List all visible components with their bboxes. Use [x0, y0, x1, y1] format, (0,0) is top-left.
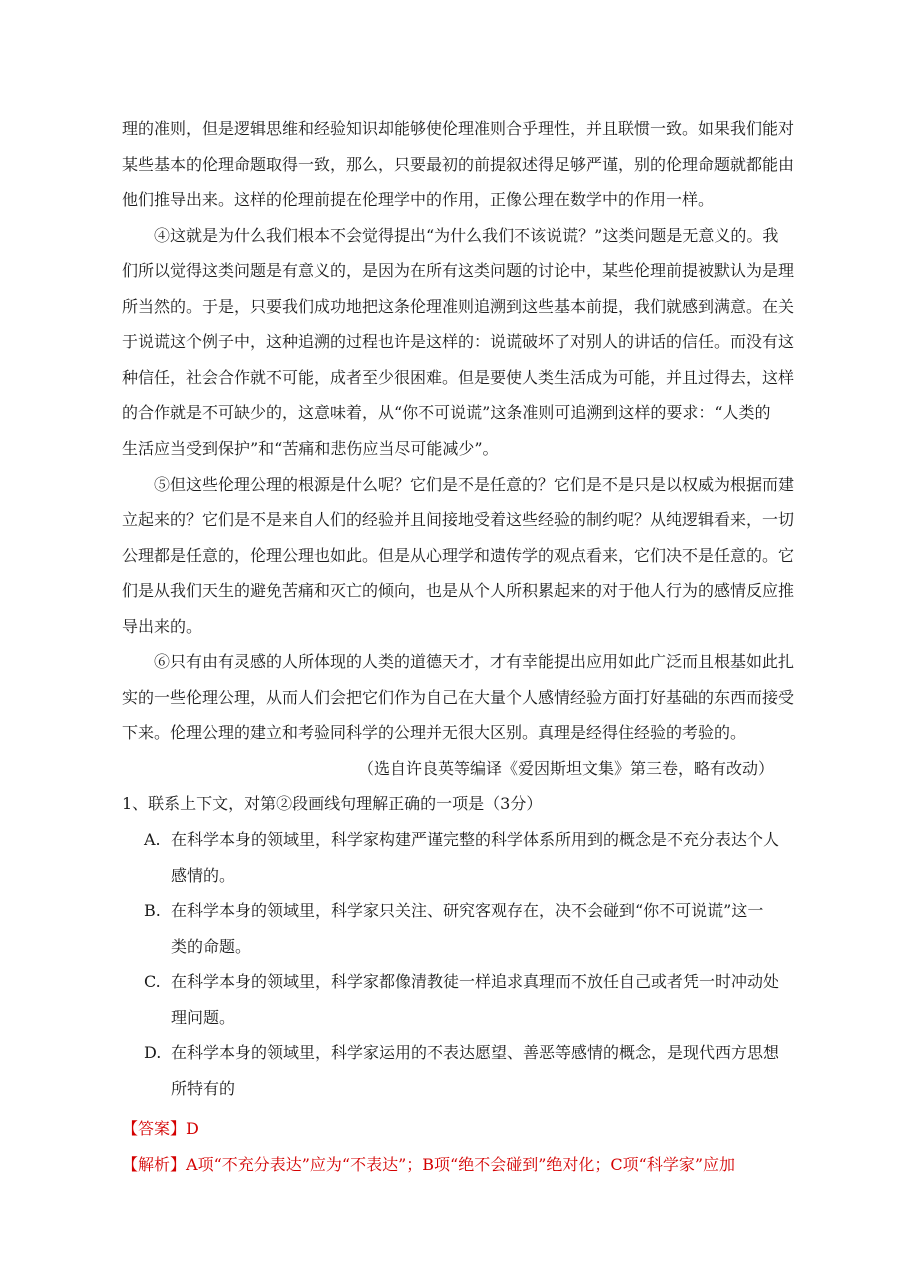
question-1: 1、联系上下文，对第②段画线句理解正确的一项是（3分） [122, 794, 543, 813]
answer-value: D [186, 1119, 199, 1138]
paragraph-3-line-3: 他们推导出来。这样的伦理前提在伦理学中的作用，正像公理在数学中的作用一样。 [122, 190, 715, 209]
paragraph-4-line-7: 生活应当受到保护”和“苦痛和悲伤应当尽可能减少”。 [122, 439, 499, 458]
option-b-line-2: 类的命题。 [171, 937, 252, 956]
option-c-line-1: 在科学本身的领域里，科学家都像清教徒一样追求真理而不放任自己或者凭一时冲动处 [171, 972, 780, 991]
paragraph-4-line-3: 所当然的。于是，只要我们成功地把这条伦理准则追溯到这些基本前提，我们就感到满意。在关 [122, 297, 795, 316]
option-d-line-1: 在科学本身的领域里，科学家运用的不表达愿望、善恶等感情的概念，是现代西方思想 [171, 1043, 780, 1062]
paragraph-6-line-1: ⑥只有由有灵感的人所体现的人类的道德天才，才有幸能提出应用如此广泛而且根基如此扎 [154, 652, 795, 671]
paragraph-3-line-2: 某些基本的伦理命题取得一致，那么，只要最初的前提叙述得足够严谨，别的伦理命题就都能由 [122, 155, 795, 174]
paragraph-4-line-6: 的合作就是不可缺少的，这意味着，从“你不可说谎”这条准则可追溯到这样的要求：“人类的 [122, 403, 771, 422]
paragraph-6-line-2: 实的一些伦理公理，从而人们会把它们作为自己在大量个人感情经验方面打好基础的东西而接受 [122, 688, 795, 707]
option-a-line-2: 感情的。 [171, 866, 236, 885]
answer-label: 【答案】 [122, 1119, 187, 1138]
option-b-line-1: 在科学本身的领域里，科学家只关注、研究客观存在，决不会碰到“你不可说谎”这一 [171, 901, 764, 920]
option-d-line-2: 所特有的 [171, 1079, 236, 1098]
paragraph-3-line-1: 理的准则，但是逻辑思维和经验知识却能够使伦理准则合乎理性，并且联惯一致。如果我们能对 [122, 119, 795, 138]
paragraph-5-line-3: 公理都是任意的，伦理公理也如此。但是从心理学和遗传学的观点看来，它们决不是任意的。它 [122, 546, 795, 565]
option-d-letter: D. [144, 1043, 162, 1062]
paragraph-6-line-3: 下来。伦理公理的建立和考验同科学的公理并无很大区别。真理是经得住经验的考验的。 [122, 723, 747, 742]
analysis-row [122, 1154, 735, 1176]
paragraph-5-line-1: ⑤但这些伦理公理的根源是什么呢？它们是不是任意的？它们是不是只是以权威为根据而建 [154, 475, 795, 494]
option-c-letter: C. [144, 972, 161, 991]
option-b-letter: B. [144, 901, 161, 920]
analysis-label: 【解析】 [122, 1155, 187, 1174]
paragraph-5-line-2: 立起来的？它们是不是来自人们的经验并且间接地受着这些经验的制约呢？从纯逻辑看来，一切 [122, 510, 795, 529]
option-a-line-1: 在科学本身的领域里，科学家构建严谨完整的科学体系所用到的概念是不充分表达个人 [171, 830, 780, 849]
paragraph-5-line-4: 们是从我们天生的避免苦痛和灭亡的倾向，也是从个人所积累起来的对于他人行为的感情反应推 [122, 581, 795, 600]
paragraph-5-line-5: 导出来的。 [122, 617, 203, 636]
analysis-text: A项“不充分表达”应为“不表达”；B项“绝不会碰到”绝对化；C项“科学家”应加 [186, 1155, 736, 1174]
paragraph-4-line-2: 们所以觉得这类问题是有意义的，是因为在所有这类问题的讨论中，某些伦理前提被默认为是理 [122, 261, 795, 280]
option-c-line-2: 理问题。 [171, 1008, 236, 1027]
paragraph-4-line-4: 于说谎这个例子中，这种追溯的过程也许是这样的：说谎破坏了对别人的讲话的信任。而没有这 [122, 332, 795, 351]
paragraph-4-line-1: ④这就是为什么我们根本不会觉得提出“为什么我们不该说谎？”这类问题是无意义的。我 [154, 226, 779, 245]
paragraph-4-line-5: 种信任，社会合作就不可能，成者至少很困难。但是要使人类生活成为可能，并且过得去，这样 [122, 368, 795, 387]
answer-row [122, 1118, 199, 1140]
option-a-letter: A. [144, 830, 161, 849]
source-citation: （选自许良英等编译《爱因斯坦文集》第三卷，略有改动） [358, 759, 775, 778]
